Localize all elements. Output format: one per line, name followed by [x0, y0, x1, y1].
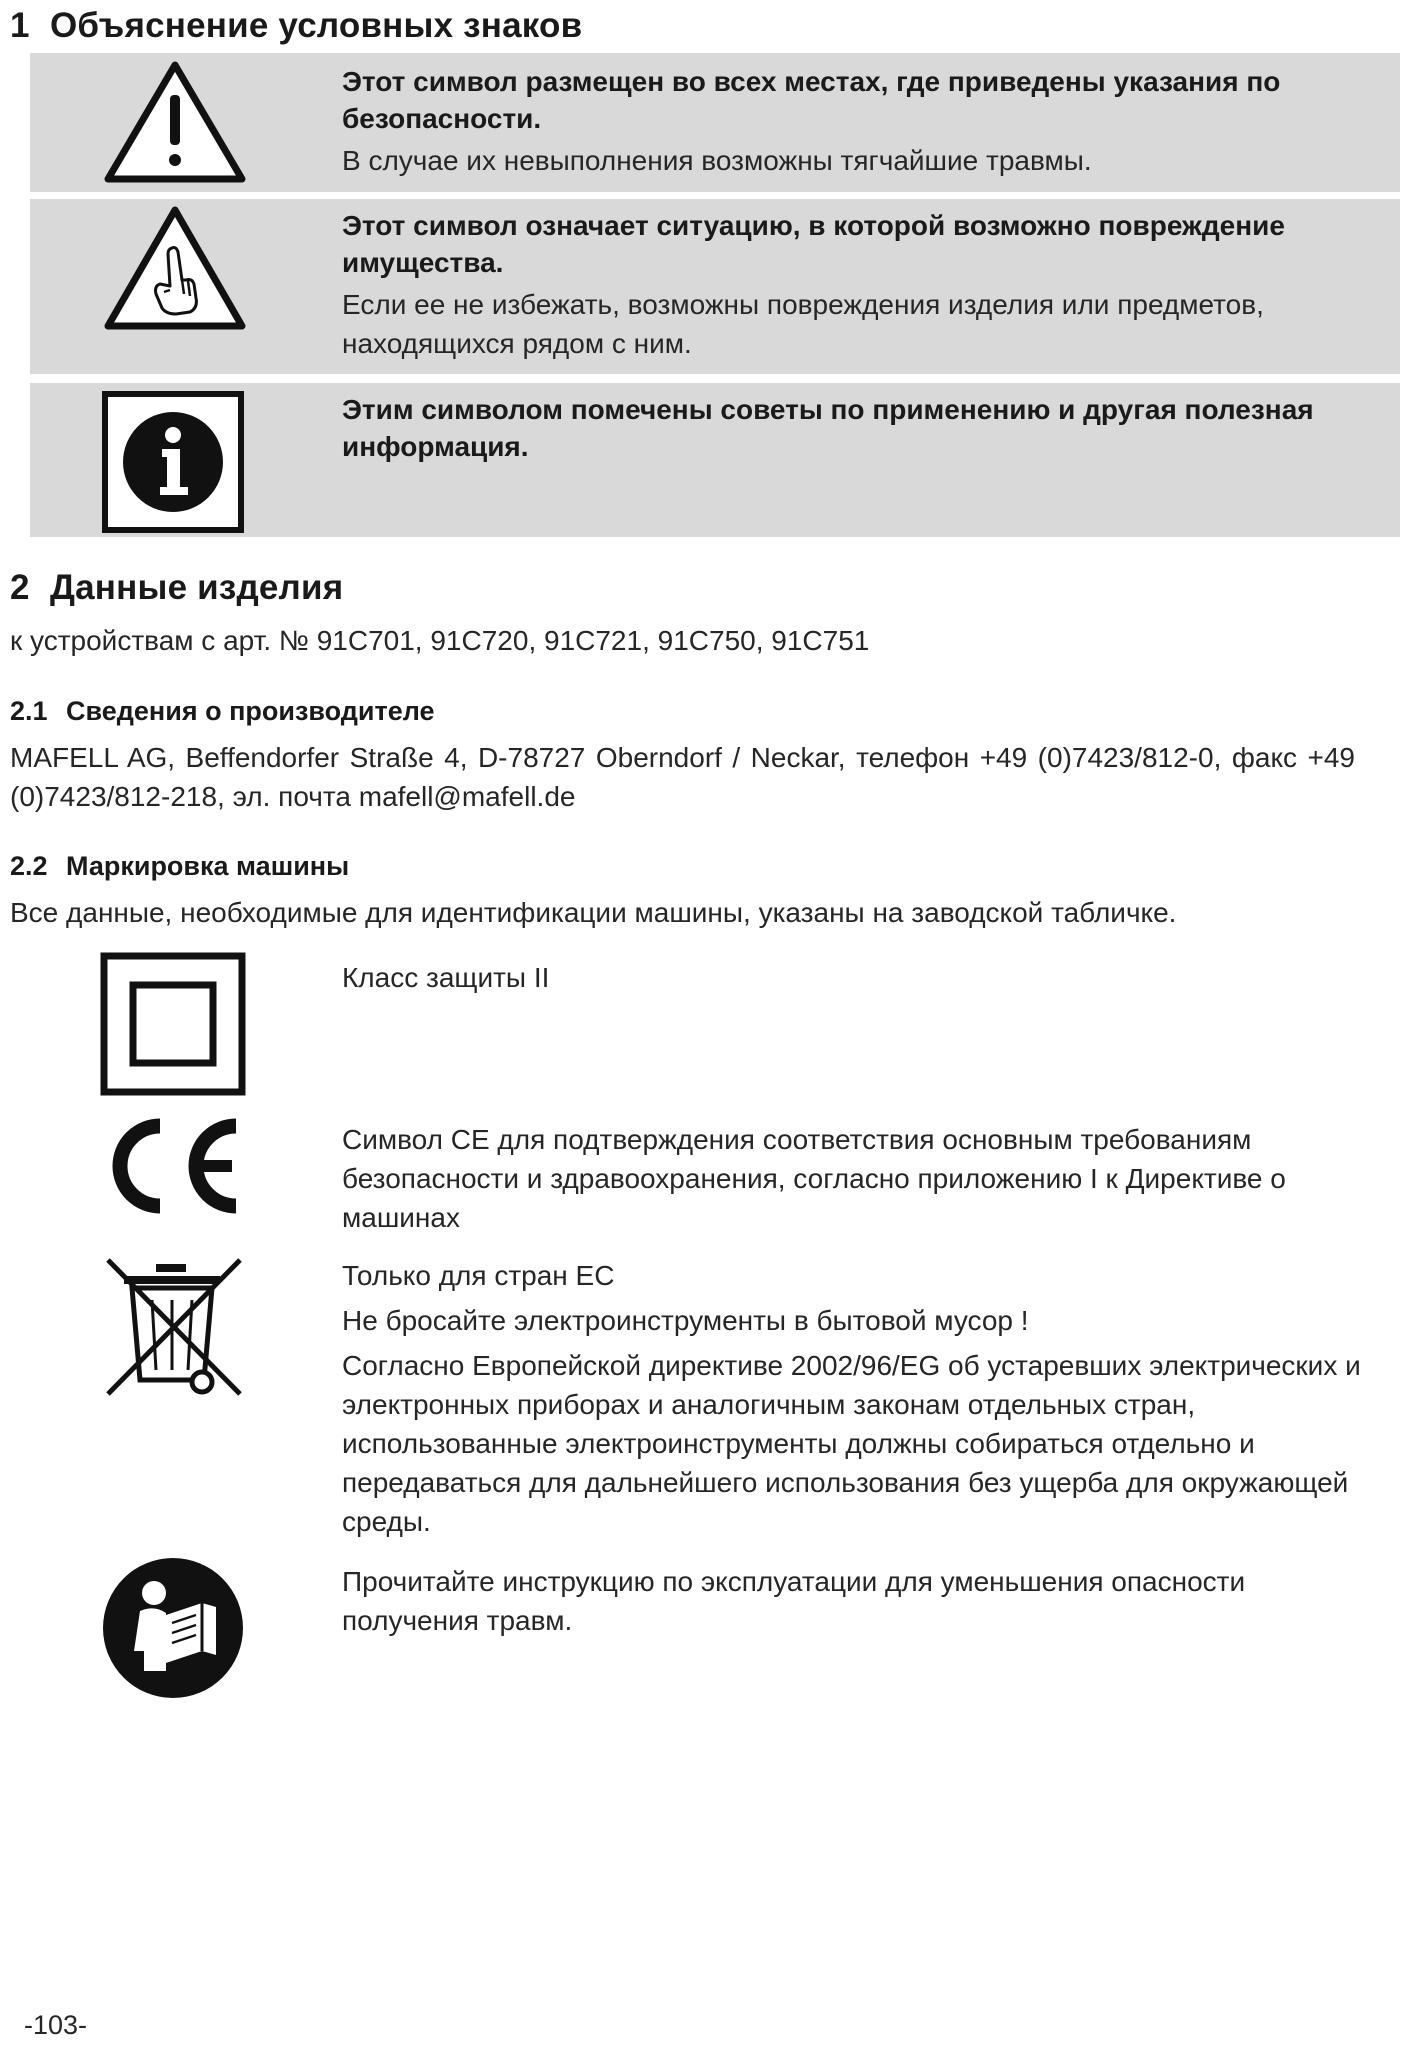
protection-class-2-icon: [100, 952, 246, 1101]
symbol-description-info: [342, 391, 1382, 465]
weee-directive: Согласно Европейской директиве 2002/96/EG об устаревших электрических и электронных приборах и аналогичным законам отдельных стран, использованные электроинструменты должны собираться отдельно и передаваться для дальнейшего использования без ущерба для окружающей среды.: [342, 1350, 1361, 1537]
weee-text: [342, 1256, 1382, 1541]
symbol-row-info: [30, 383, 1400, 537]
read-manual-description: Прочитайте инструкцию по эксплуатации для уменьшения опасности получения травм.: [342, 1566, 1246, 1636]
manufacturer-info: MAFELL AG, Beffendorfer Straße 4, D-78727 Oberndorf / Neckar, телефон +49 (0)7423/812-0, факс +49 (0)7423/812-218, эл. почта mafell@mafell.de: [10, 742, 1355, 812]
article-numbers: к устройствам с арт. № 91C701, 91C720, 91C721, 91C750, 91C751: [10, 625, 870, 656]
symbol-text: Если ее не избежать, возможны повреждения изделия или предметов, находящихся рядом с ним.: [342, 289, 1264, 359]
section-2-1-number: 2.1: [10, 696, 48, 726]
hand-warning-triangle-icon: [102, 204, 248, 339]
section-1-title: Объяснение условных знаков: [50, 6, 583, 45]
symbol-text: В случае их невыполнения возможны тягчайшие травмы.: [342, 145, 1092, 176]
read-manual-text: [342, 1562, 1382, 1640]
identification-note: Все данные, необходимые для идентификации машины, указаны на заводской табличке.: [10, 897, 1177, 928]
symbol-bold-text: Этим символом помечены советы по применению и другая полезная информация.: [342, 394, 1314, 462]
info-icon: [102, 391, 244, 538]
symbol-description-safety: [342, 63, 1382, 180]
section-1-heading: [10, 6, 582, 46]
read-manual-icon: [100, 1555, 246, 1706]
page-number: -103-: [24, 2010, 88, 2040]
section-2-heading: [10, 568, 343, 608]
symbol-description-property: [342, 207, 1382, 363]
weee-warning: Не бросайте электроинструменты в бытовой мусор !: [342, 1305, 1029, 1336]
protection-class-label: Класс защиты II: [342, 962, 550, 993]
section-2-2-title: Маркировка машины: [66, 851, 350, 881]
section-2-1-heading: [10, 696, 435, 727]
section-1-number: 1: [10, 6, 30, 45]
section-2-number: 2: [10, 568, 30, 607]
section-2-2-number: 2.2: [10, 851, 48, 881]
symbol-bold-text: Этот символ означает ситуацию, в которой возможно повреждение имущества.: [342, 210, 1285, 278]
protection-class-text: [342, 958, 1382, 997]
symbol-bold-text: Этот символ размещен во всех местах, где приведены указания по безопасности.: [342, 66, 1281, 134]
symbol-row-property: [30, 199, 1400, 374]
ce-mark-description: Символ CE для подтверждения соответствия основным требованиям безопасности и здравоохранения, согласно приложению I к Директиве о машинах: [342, 1124, 1286, 1233]
symbol-row-safety: [30, 53, 1400, 192]
warning-triangle-icon: [102, 59, 248, 192]
section-2-1-title: Сведения о производителе: [66, 696, 435, 726]
section-2-2-heading: [10, 851, 349, 882]
crossed-bin-icon: [100, 1252, 248, 1407]
ce-mark-text: [342, 1120, 1382, 1237]
section-2-title: Данные изделия: [50, 568, 344, 607]
ce-mark-icon: [100, 1112, 250, 1225]
weee-eu-only: Только для стран ЕС: [342, 1260, 615, 1291]
